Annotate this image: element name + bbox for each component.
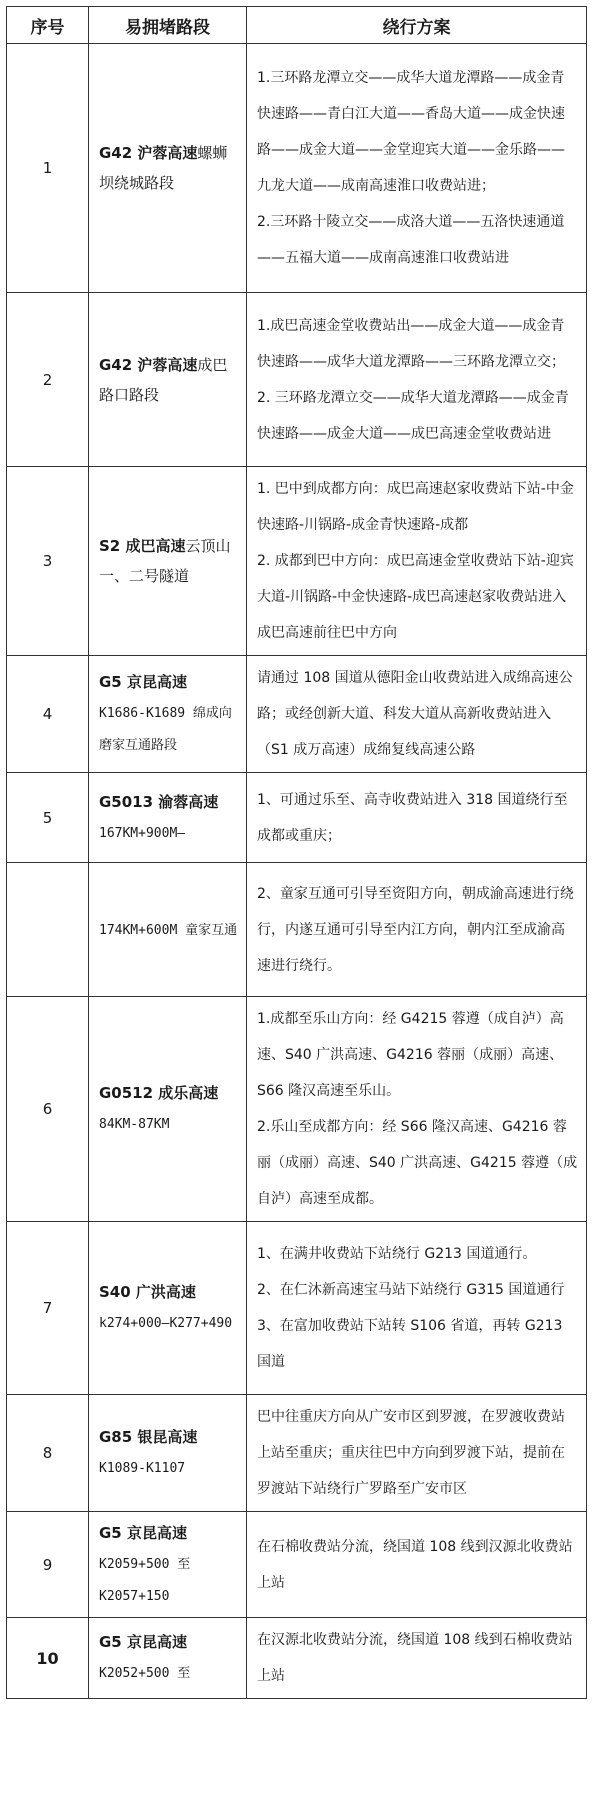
road-name: G5 京昆高速 [99, 1633, 187, 1651]
table-row [7, 773, 587, 863]
plan-paragraph: 2. 成都到巴中方向：成巴高速金堂收费站下站-迎宾大道-川锅路-中金快速路-成巴高速赵家收费站进入成巴高速前往巴中方向 [257, 553, 574, 641]
row-number: 4 [7, 656, 89, 773]
plan-paragraph: 在汉源北收费站分流，绕国道 108 线到石棉收费站上站 [257, 1632, 573, 1684]
plan-paragraph: 2、童家互通可引导至资阳方向，朝成渝高速进行绕行，内遂互通可引导至内江方向，朝内江至成渝高速进行绕行。 [257, 885, 574, 974]
road-section [89, 863, 247, 997]
detour-plan [247, 863, 587, 997]
road-name: G5 京昆高速 [99, 673, 187, 691]
table-row [7, 44, 587, 293]
road-detail: 174KM+600M 童家互通 [99, 922, 238, 938]
road-section [89, 1395, 247, 1512]
road-name: G5 京昆高速 [99, 1523, 187, 1542]
road-detail: 螺蛳坝绕城路段 [99, 144, 228, 192]
header-row [7, 7, 587, 44]
detour-plan [247, 1618, 587, 1699]
row-number: 6 [7, 997, 89, 1222]
road-name: G0512 成乐高速 [99, 1084, 219, 1102]
row-number: 7 [7, 1222, 89, 1395]
road-section [89, 1512, 247, 1618]
detour-plan [247, 293, 587, 467]
road-section [89, 44, 247, 293]
row-number: 2 [7, 293, 89, 467]
plan-paragraph: 请通过 108 国道从德阳金山收费站进入成绵高速公路；或经创新大道、科发大道从高新收费站进入（S1 成万高速）成绵复线高速公路 [257, 670, 573, 758]
plan-paragraph: 1.三环路龙潭立交——成华大道龙潭路——成金青快速路——青白江大道——香岛大道——成金快速路——成金大道——金堂迎宾大道——金乐路——九龙大道——成南高速淮口收费站进； [257, 70, 565, 194]
table-row [7, 293, 587, 467]
plan-paragraph: 1、可通过乐至、高寺收费站进入 318 国道绕行至成都或重庆； [257, 791, 568, 844]
road-section [89, 467, 247, 656]
road-section [89, 773, 247, 863]
road-section [89, 1618, 247, 1699]
detour-plan [247, 656, 587, 773]
plan-paragraph: 巴中往重庆方向从广安市区到罗渡，在罗渡收费站上站至重庆；重庆往巴中方向到罗渡下站，提前在罗渡站下站绕行广罗路至广安市区 [257, 1409, 565, 1497]
road-name: S2 成巴高速 [99, 537, 186, 555]
table-row [7, 1512, 587, 1618]
road-name: G5013 渝蓉高速 [99, 792, 219, 811]
table-row [7, 656, 587, 773]
plan-paragraph: 3、在富加收费站下站转 S106 省道，再转 G213 国道 [257, 1318, 563, 1370]
header-plan: 绕行方案 [247, 7, 587, 44]
table-row [7, 1395, 587, 1512]
detour-plan [247, 44, 587, 293]
road-detail: k274+000—K277+490 [99, 1316, 233, 1331]
plan-paragraph: 1.成都至乐山方向：经 G4215 蓉遵（成自泸）高速、S40 广洪高速、G4216 蓉丽（成丽）高速、S66 隆汉高速至乐山。 [257, 1011, 564, 1099]
detour-plan [247, 467, 587, 656]
header-road: 易拥堵路段 [89, 7, 247, 44]
road-name: G42 沪蓉高速 [99, 355, 198, 374]
table-row [7, 1618, 587, 1699]
road-section [89, 656, 247, 773]
road-detail: 云顶山一、二号隧道 [99, 537, 231, 585]
table-row [7, 467, 587, 656]
road-detail: K2052+500 至 [99, 1666, 191, 1681]
detour-plan [247, 1512, 587, 1618]
header-no: 序号 [7, 7, 89, 44]
road-section [89, 1222, 247, 1395]
row-number: 5 [7, 773, 89, 863]
plan-paragraph: 1、在满井收费站下站绕行 G213 国道通行。 [257, 1246, 537, 1262]
detour-table [6, 6, 587, 1699]
table-row [7, 997, 587, 1222]
road-detail: K1089-K1107 [99, 1461, 186, 1476]
table-row [7, 863, 587, 997]
road-section [89, 997, 247, 1222]
road-detail: K2059+500 至 K2057+150 [99, 1556, 191, 1604]
plan-paragraph: 在石棉收费站分流，绕国道 108 线到汉源北收费站上站 [257, 1538, 573, 1591]
row-number: 10 [7, 1618, 89, 1699]
detour-plan [247, 997, 587, 1222]
road-detail: K1686-K1689 绵成向磨家互通路段 [99, 706, 232, 753]
road-name: G42 沪蓉高速 [99, 144, 198, 162]
road-detail: 成巴路口路段 [99, 355, 228, 404]
row-number: 9 [7, 1512, 89, 1618]
plan-paragraph: 2.三环路十陵立交——成洛大道——五洛快速通道——五福大道——成南高速淮口收费站进 [257, 214, 565, 266]
road-section [89, 293, 247, 467]
road-name: G85 银昆高速 [99, 1428, 198, 1446]
detour-plan [247, 1395, 587, 1512]
row-number: 3 [7, 467, 89, 656]
row-number [7, 863, 89, 997]
plan-paragraph: 2.乐山至成都方向：经 S66 隆汉高速、G4216 蓉丽（成丽）高速、S40 广洪高速、G4215 蓉遵（成自泸）高速至成都。 [257, 1119, 578, 1207]
table-row [7, 1222, 587, 1395]
plan-paragraph: 1. 巴中到成都方向：成巴高速赵家收费站下站-中金快速路-川锅路-成金青快速路-成都 [257, 481, 574, 533]
plan-paragraph: 2、在仁沐新高速宝马站下站绕行 G315 国道通行 [257, 1282, 565, 1298]
detour-plan [247, 1222, 587, 1395]
road-detail: 167KM+900M— [99, 825, 186, 841]
row-number: 1 [7, 44, 89, 293]
detour-plan [247, 773, 587, 863]
road-name: S40 广洪高速 [99, 1283, 196, 1301]
row-number: 8 [7, 1395, 89, 1512]
plan-paragraph: 1.成巴高速金堂收费站出——成金大道——成金青快速路——成华大道龙潭路——三环路龙潭立交；2. 三环路龙潭立交——成华大道龙潭路——成金青快速路——成金大道——成巴高速金堂收费站进 [257, 317, 569, 442]
road-detail: 84KM-87KM [99, 1117, 170, 1132]
